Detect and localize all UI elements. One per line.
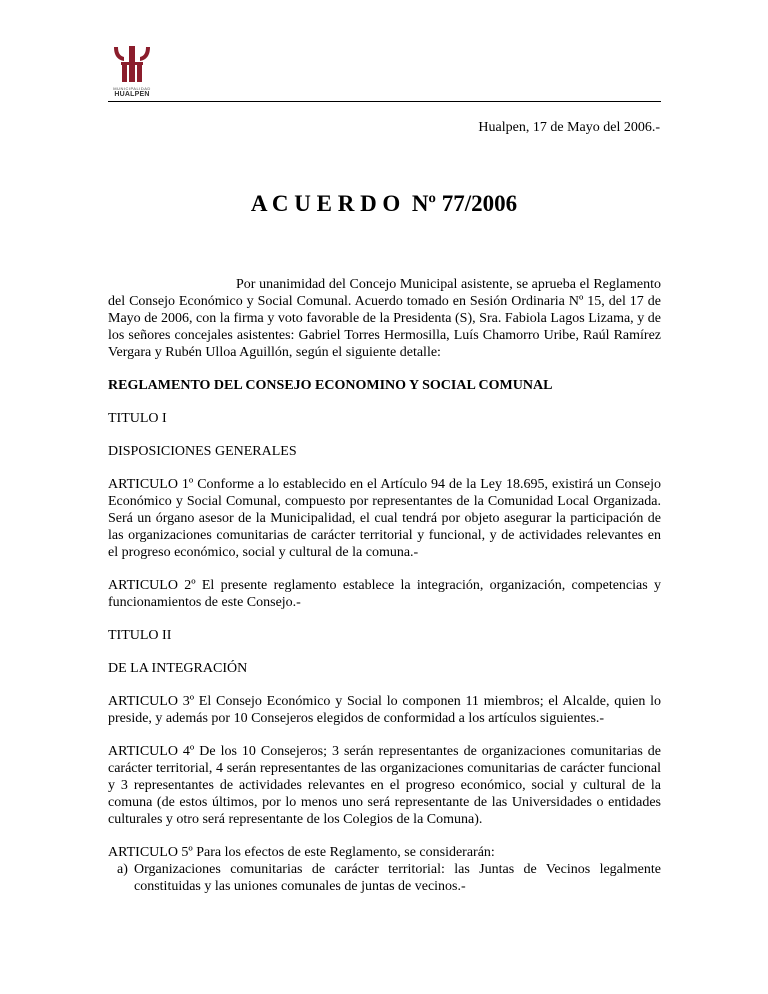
articulo-4: ARTICULO 4º De los 10 Consejeros; 3 serán representantes de organizaciones comunitarias de carácter territorial, 4 serán representantes de las organizaciones comunitarias de carácter funcional y 3 representantes de actividades relevantes en el progreso económico, social y cultural de la comuna (de estos últimos, por lo menos uno será representante de las Universidades o entidades culturales y otro será representante de los Colegios de la Comuna). xyxy=(108,744,661,827)
municipality-logo xyxy=(108,44,156,102)
list-item xyxy=(108,861,661,895)
titulo-1-name: DISPOSICIONES GENERALES xyxy=(108,444,297,459)
list-item-marker: a) xyxy=(117,862,128,877)
date-line: Hualpen, 17 de Mayo del 2006.- xyxy=(478,120,660,135)
titulo-2-name: DE LA INTEGRACIÓN xyxy=(108,661,248,676)
hualpen-logo-icon xyxy=(108,44,156,84)
logo-subtitle: MUNICIPALIDAD xyxy=(113,86,151,91)
document-body xyxy=(108,276,661,895)
titulo-2: TITULO II xyxy=(108,628,172,643)
titulo-1: TITULO I xyxy=(108,411,167,426)
articulo-3: ARTICULO 3º El Consejo Económico y Social lo componen 11 miembros; el Alcalde, quien lo preside, y además por 10 Consejeros elegidos de conformidad a los artículos siguientes.- xyxy=(108,694,661,726)
logo-name: HUALPEN xyxy=(114,91,150,98)
document-title: A C U E R D O Nº 77/2006 xyxy=(250,191,518,216)
header-rule xyxy=(108,101,661,102)
reglamento-heading: REGLAMENTO DEL CONSEJO ECONOMINO Y SOCIAL COMUNAL xyxy=(108,378,553,393)
articulo-1: ARTICULO 1º Conforme a lo establecido en el Artículo 94 de la Ley 18.695, existirá un Consejo Económico y Social Comunal, compuesto por representantes de la Comunidad Local Organizada. Será un órgano asesor de la Municipalidad, el cual tendrá por objeto asegurar la participación de las organizaciones comunitarias de carácter territorial y funcional, y de actividades relevantes en el progreso económico, social y cultural de la comuna.- xyxy=(108,477,661,560)
articulo-2: ARTICULO 2º El presente reglamento establece la integración, organización, competencias y funcionamientos de este Consejo.- xyxy=(108,578,661,610)
articulo-5-list xyxy=(108,861,661,895)
intro-paragraph: Por unanimidad del Concejo Municipal asistente, se aprueba el Reglamento del Consejo Económico y Social Comunal. Acuerdo tomado en Sesión Ordinaria Nº 15, del 17 de Mayo de 2006, con la firma y voto favorable de la Presidenta (S), Sra. Fabiola Lagos Lizama, y de los señores concejales asistentes: Gabriel Torres Hermosilla, Luís Chamorro Uribe, Raúl Ramírez Vergara y Rubén Ulloa Aguillón, según el siguiente detalle: xyxy=(108,277,661,360)
list-item-text: Organizaciones comunitarias de carácter territorial: las Juntas de Vecinos legalmente constituidas y las uniones comunales de juntas de vecinos.- xyxy=(134,862,661,894)
articulo-5: ARTICULO 5º Para los efectos de este Reglamento, se considerarán: xyxy=(108,845,495,860)
